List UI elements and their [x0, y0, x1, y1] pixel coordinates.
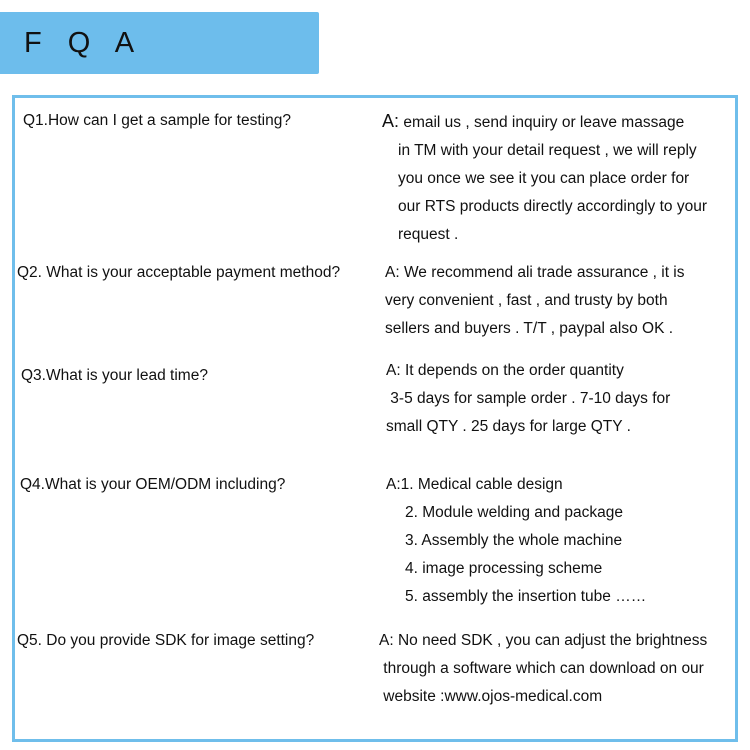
faq-question-2: Q2. What is your acceptable payment method? [17, 264, 341, 281]
answer-line: website :www.ojos-medical.com [379, 688, 603, 705]
faq-question-3: Q3.What is your lead time? [21, 367, 208, 384]
answer-line: through a software which can download on our [379, 660, 704, 677]
answer-line: small QTY . 25 days for large QTY . [386, 418, 631, 435]
answer-line: you once we see it you can place order for [398, 170, 690, 187]
faq-container [12, 95, 738, 742]
answer-line: A:1. Medical cable design [386, 476, 563, 493]
answer-line: sellers and buyers . T/T , paypal also OK . [385, 320, 674, 337]
faq-header-banner [0, 12, 319, 74]
answer-line: in TM with your detail request , we will reply [398, 142, 697, 159]
faq-answer-1 [382, 107, 707, 249]
answer-line: 5. assembly the insertion tube …… [405, 588, 647, 605]
answer-line: A: We recommend ali trade assurance , it is [385, 264, 685, 281]
answer-line: our RTS products directly accordingly to your [398, 198, 707, 215]
answer-line: request . [398, 226, 459, 243]
answer-line: A: No need SDK , you can adjust the brightness [379, 632, 708, 649]
faq-answer-4 [386, 471, 646, 611]
faq-question-5: Q5. Do you provide SDK for image setting? [17, 632, 315, 649]
answer-line: 3-5 days for sample order . 7-10 days for [386, 390, 671, 407]
answer-line: 4. image processing scheme [405, 560, 603, 577]
faq-answer-3 [386, 357, 670, 441]
faq-question-1: Q1.How can I get a sample for testing? [23, 112, 291, 129]
faq-answer-2 [385, 259, 685, 343]
answer-line: 2. Module welding and package [405, 504, 624, 521]
answer-line: very convenient , fast , and trusty by both [385, 292, 668, 309]
page-title: F Q A [24, 27, 144, 59]
answer-line: 3. Assembly the whole machine [405, 532, 623, 549]
answer-line: A: It depends on the order quantity [386, 362, 624, 379]
faq-answer-5 [379, 627, 707, 711]
faq-question-4: Q4.What is your OEM/ODM including? [20, 476, 286, 493]
answer-label: A: [382, 111, 400, 131]
answer-line [382, 107, 707, 137]
answer-text: email us , send inquiry or leave massage [399, 114, 685, 131]
